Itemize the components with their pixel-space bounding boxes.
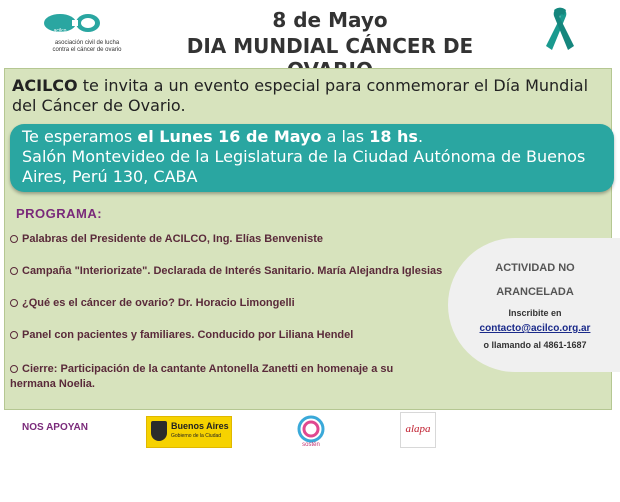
- nos-apoyan-label: NOS APOYAN: [22, 422, 88, 433]
- actividad-line2: ARANCELADA: [496, 286, 574, 298]
- actividad-line1: ACTIVIDAD NO: [495, 262, 575, 274]
- date-title: 8 de Mayo: [272, 8, 388, 32]
- acilco-logo-icon: [42, 12, 102, 34]
- inscribite-text: Inscribite en: [508, 308, 562, 318]
- programa-item: Panel con pacientes y familiares. Conducido por Liliana Hendel: [10, 328, 480, 343]
- event-details: [22, 127, 612, 187]
- logo-subtitle-line1: asociación civil de lucha: [54, 40, 120, 46]
- sosten-label: sostén: [302, 442, 320, 448]
- event-time: 18 hs: [369, 127, 418, 146]
- event-dot: .: [417, 127, 424, 146]
- buenos-aires-subtitle: Gobierno de la Ciudad: [171, 433, 222, 439]
- buenos-aires-logo: [146, 416, 232, 448]
- shield-icon: [151, 421, 167, 441]
- bullet-icon: [10, 331, 18, 339]
- phone-text: o llamando al 4861-1687: [483, 340, 587, 350]
- main-title: DIA MUNDIAL CÁNCER DE: [186, 34, 474, 58]
- bullet-icon: [10, 365, 18, 373]
- programa-item: Campaña "Interiorizate". Declarada de Interés Sanitario. María Alejandra Iglesias: [10, 264, 480, 279]
- logo-subtitle-line2: contra el cáncer de ovario: [52, 47, 122, 53]
- buenos-aires-title: Buenos Aires: [171, 421, 229, 431]
- event-place: Salón Montevideo de la Legislatura de la Ciudad Autónoma de Buenos Aires, Perú 130, CABA: [22, 147, 586, 186]
- programa-item: ¿Qué es el cáncer de ovario? Dr. Horacio Limongelli: [10, 296, 480, 311]
- bullet-icon: [10, 299, 18, 307]
- svg-text:acilco: acilco: [53, 28, 67, 34]
- bullet-icon: [10, 235, 18, 243]
- invite-org: ACILCO: [12, 76, 78, 95]
- invite-text: [12, 76, 608, 116]
- event-mid: a las: [321, 127, 370, 146]
- programa-heading: PROGRAMA:: [16, 206, 103, 221]
- actividad-box: [448, 238, 620, 372]
- alapa-logo: [400, 412, 436, 448]
- alapa-label: alapa: [405, 423, 431, 435]
- sosten-icon: [294, 414, 328, 444]
- bullet-icon: [10, 267, 18, 275]
- sosten-logo: [294, 414, 328, 452]
- programa-item: Cierre: Participación de la cantante Antonella Zanetti en homenaje a su hermana Noelia.: [10, 363, 394, 390]
- contact-email-link[interactable]: contacto@acilco.org.ar: [479, 323, 591, 334]
- invite-body: te invita a un evento especial para conmemorar el Día Mundial del Cáncer de Ovario.: [12, 76, 589, 115]
- event-day: el Lunes 16 de Mayo: [137, 127, 322, 146]
- programa-item: Palabras del Presidente de ACILCO, Ing. Elías Benveniste: [10, 232, 480, 247]
- acilco-logo: [32, 10, 142, 60]
- awareness-ribbon-icon: [540, 6, 580, 54]
- event-pre: Te esperamos: [22, 127, 138, 146]
